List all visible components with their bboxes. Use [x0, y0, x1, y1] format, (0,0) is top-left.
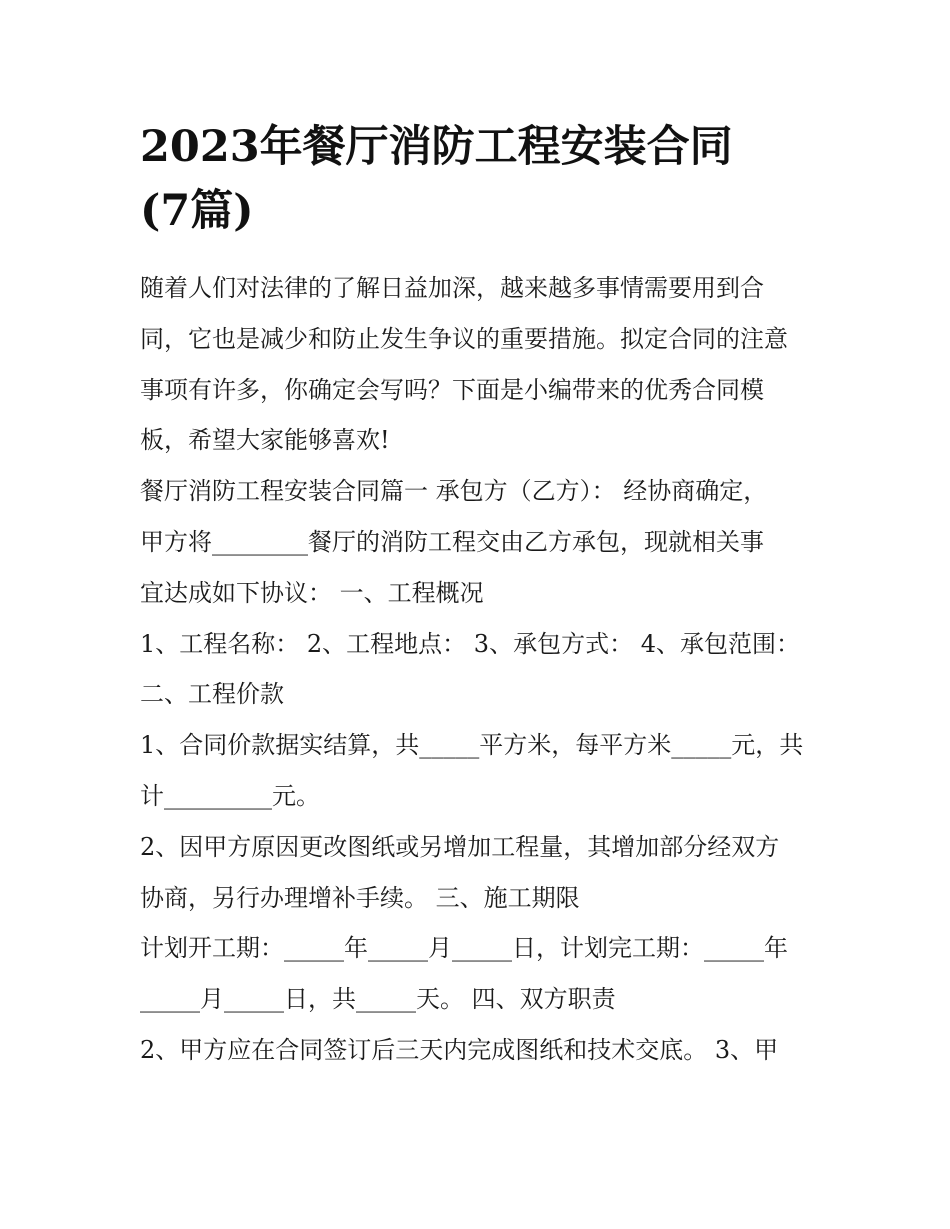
document-page	[140, 115, 830, 1076]
body-line: 随着人们对法律的了解日益加深，越来越多事情需要用到合	[140, 274, 764, 302]
title-line: (7篇)	[140, 186, 254, 236]
body-line: 宜达成如下协议： 一、工程概况	[140, 578, 484, 607]
body-line: 二、工程价款	[140, 680, 284, 709]
title-line: 2023年餐厅消防工程安装合同	[140, 122, 733, 172]
document-body	[140, 263, 830, 1076]
body-line: 计_________元。	[140, 781, 320, 810]
body-line: _____月_____日，共_____天。 四、双方职责	[140, 985, 616, 1014]
body-line: 同，它也是减少和防止发生争议的重要措施。拟定合同的注意	[140, 324, 788, 353]
document-title	[140, 115, 830, 243]
body-line: 餐厅消防工程安装合同篇一 承包方（乙方）： 经协商确定，	[140, 477, 768, 506]
body-line: 计划开工期：_____年_____月_____日，计划完工期：_____年	[140, 934, 788, 963]
body-line: 2、因甲方原因更改图纸或另增加工程量，其增加部分经双方	[140, 832, 780, 861]
body-line: 协商，另行办理增补手续。 三、施工期限	[140, 883, 580, 912]
body-line: 甲方将________餐厅的消防工程交由乙方承包，现就相关事	[140, 527, 764, 556]
body-line: 事项有许多，你确定会写吗？下面是小编带来的优秀合同模	[140, 375, 764, 404]
body-line: 1、合同价款据实结算，共_____平方米，每平方米_____元，共	[140, 731, 804, 760]
body-line: 板，希望大家能够喜欢!	[140, 426, 390, 455]
body-line: 2、甲方应在合同签订后三天内完成图纸和技术交底。 3、甲	[140, 1035, 779, 1064]
body-line: 1、工程名称： 2、工程地点： 3、承包方式： 4、承包范围：	[140, 629, 800, 658]
